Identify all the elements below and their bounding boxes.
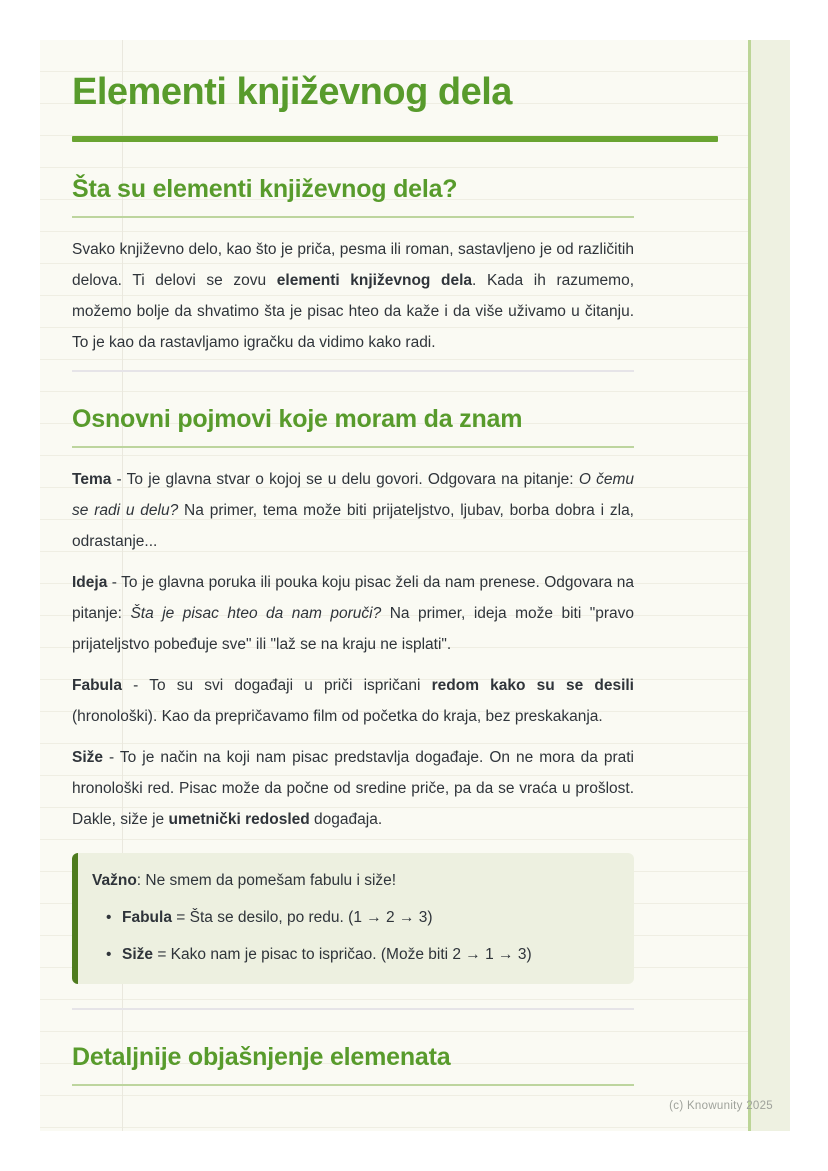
section-heading-underline (72, 216, 634, 218)
bold-text: redom kako su se desili (431, 677, 634, 694)
text-run: - To je glavna stvar o kojoj se u delu govori. Odgovara na pitanje: (111, 471, 579, 488)
text-run: - To je način na koji nam pisac predstavlja događaje. On ne mora da prati hronološki red. Pisac može da počne od sredine priče, pa da se vraća u prošlost. Dakle, siže je (72, 749, 634, 828)
callout-intro (92, 865, 614, 896)
section-heading-underline (72, 446, 634, 448)
section-heading: Detaljnije objašnjenje elemenata (72, 1043, 451, 1071)
bold-text: Fabula (72, 677, 122, 694)
text-run: : Ne smem da pomešam fabulu i siže! (136, 872, 397, 889)
bold-text: Tema (72, 471, 112, 488)
sections-container (72, 174, 718, 1086)
bullet-text (122, 902, 433, 933)
italic-text: O čemu se radi u delu? (72, 471, 634, 519)
bold-text: elementi književnog dela (276, 272, 473, 289)
bullet-marker: • (106, 909, 112, 926)
page-title: Elementi književnog dela (72, 71, 512, 113)
text-run: Na primer, ideja može biti "pravo prijateljstvo pobeđuje sve" ili "laž se na kraju ne isplati". (72, 605, 635, 653)
document-page (40, 40, 790, 1131)
important-callout (72, 853, 634, 984)
section-divider (72, 370, 634, 372)
text-run: - To su svi događaji u priči ispričani (121, 677, 432, 694)
bold-text: Siže (122, 946, 154, 963)
paragraph (72, 742, 634, 835)
text-run: = Šta se desilo, po redu. (1 → 2 → 3) (171, 909, 433, 926)
paragraph (72, 567, 634, 660)
callout-bullet-item (92, 902, 614, 933)
bold-text: Siže (72, 749, 104, 766)
text-run: događaja. (309, 811, 383, 828)
section-heading: Šta su elementi književnog dela? (72, 175, 458, 203)
paragraph (72, 670, 634, 732)
bold-text: umetnički redosled (168, 811, 310, 828)
bold-text: Fabula (122, 909, 172, 926)
bold-text: Važno (92, 872, 137, 889)
section-heading-underline (72, 1084, 634, 1086)
callout-bullet-item (92, 939, 614, 970)
text-run: Svako književno delo, kao što je priča, pesma ili roman, sastavljeno je od različitih delova. Ti delovi se zovu (72, 241, 634, 289)
bullet-marker: • (106, 946, 112, 963)
section-divider (72, 1008, 634, 1010)
title-rule (72, 136, 718, 142)
section-heading: Osnovni pojmovi koje moram da znam (72, 405, 523, 433)
copyright-footer: (c) Knowunity 2025 (669, 1100, 773, 1112)
page-content (72, 40, 718, 1086)
text-run: - To je glavna poruka ili pouka koju pisac želi da nam prenese. Odgovara na pitanje: (72, 574, 634, 622)
text-run: . Kada ih razumemo, možemo bolje da shvatimo šta je pisac hteo da kaže i da više uživamo u čitanju. To je kao da rastavljamo igračku da vidimo kako radi. (72, 272, 634, 351)
page-edge-strip (748, 40, 790, 1131)
text-run: Na primer, tema može biti prijateljstvo, ljubav, borba dobra i zla, odrastanje... (72, 502, 634, 550)
paragraph (72, 234, 634, 358)
paragraph (72, 464, 634, 557)
bullet-text (122, 939, 532, 970)
bold-text: Ideja (72, 574, 108, 591)
italic-text: Šta je pisac hteo da nam poruči? (130, 605, 382, 622)
text-run: (hronološki). Kao da prepričavamo film od početka do kraja, bez preskakanja. (72, 708, 603, 725)
text-run: = Kako nam je pisac to ispričao. (Može biti 2 → 1 → 3) (153, 946, 532, 963)
